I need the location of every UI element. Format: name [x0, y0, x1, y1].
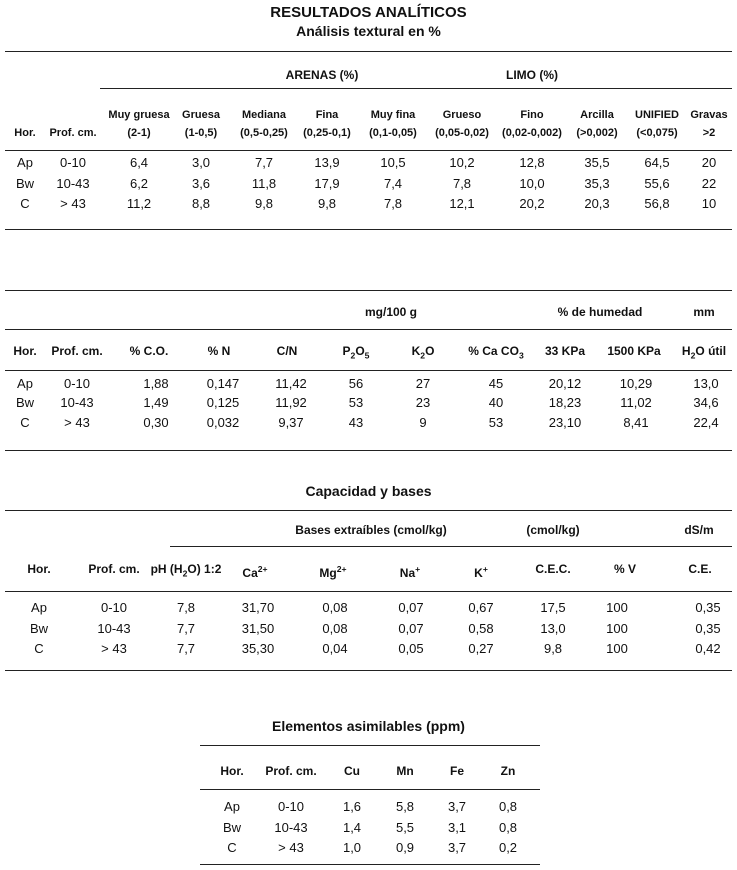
table-cell: 1,0 — [342, 840, 362, 855]
table-cell: 9,8 — [254, 196, 274, 211]
table-cell: 0,147 — [206, 376, 240, 391]
table-cell: 56 — [348, 376, 364, 391]
table-cell: 100 — [606, 621, 628, 636]
table-cell: 9,8 — [317, 196, 337, 211]
col-header: Hor. — [220, 764, 244, 778]
table-cell: 7,8 — [452, 176, 472, 191]
col-hor: Hor. — [27, 562, 51, 576]
table-cell: 0,42 — [695, 641, 721, 656]
table-cell: 6,4 — [129, 155, 149, 170]
group-header-mg100g: mg/100 g — [364, 305, 418, 319]
col-header-line1: Muy fina — [370, 109, 416, 121]
table-cell: Ap — [17, 376, 33, 391]
table-cell: 17,9 — [314, 176, 340, 191]
col-header-line2: (0,5-0,25) — [240, 127, 288, 139]
table-cell: 0,35 — [695, 600, 721, 615]
table-cell: 22 — [701, 176, 717, 191]
table-cell: 17,5 — [540, 600, 566, 615]
table-cell: 18,23 — [548, 395, 582, 410]
group-header-mm: mm — [693, 305, 715, 319]
table-cell: 10 — [701, 196, 717, 211]
table-cell: 34,6 — [693, 395, 719, 410]
table-cell: 0,04 — [322, 641, 348, 656]
table-cell: > 43 — [101, 641, 127, 656]
table-cell: 20,3 — [584, 196, 610, 211]
table-cell: 20,12 — [548, 376, 582, 391]
table-cell: 11,42 — [275, 376, 307, 391]
group-header-cmol: (cmol/kg) — [526, 523, 580, 537]
table-cell: 22,4 — [693, 415, 719, 430]
table-cell: 0-10 — [277, 799, 305, 814]
table-cell: Bw — [29, 621, 49, 636]
table-cell: > 43 — [64, 415, 90, 430]
col-header-line2: (0,05-0,02) — [435, 127, 489, 139]
section-title-capacidad: Capacidad y bases — [305, 483, 432, 499]
table-cell: 53 — [488, 415, 504, 430]
col-header: Prof. cm. — [265, 764, 317, 778]
table-cell: 64,5 — [644, 155, 670, 170]
col-header-line1: Arcilla — [580, 109, 614, 121]
table-cell: 5,5 — [395, 820, 415, 835]
table-cell: 40 — [488, 395, 504, 410]
table-cell: 0,08 — [322, 600, 348, 615]
table-cell: 0,032 — [206, 415, 240, 430]
table-cell: 9,37 — [278, 415, 304, 430]
col-header-line2: (<0,075) — [636, 127, 678, 139]
col-header-line1: Fina — [315, 109, 339, 121]
table-cell: 0,05 — [398, 641, 424, 656]
table-cell: 35,3 — [584, 176, 610, 191]
col-ph: pH $(H_2O)$ 1:2 — [150, 562, 222, 579]
table-cell: 0,27 — [468, 641, 494, 656]
table-cell: 6,2 — [129, 176, 149, 191]
col-n: % N — [207, 344, 231, 358]
col-k2o: $K_2O$ — [411, 344, 435, 361]
col-header-line1: Muy gruesa — [108, 109, 170, 121]
table-cell: 20 — [701, 155, 717, 170]
table-cell: 7,7 — [176, 621, 196, 636]
col-k: K+ — [474, 564, 488, 580]
table-cell: 10-43 — [274, 820, 308, 835]
col-header-line1: UNIFIED — [635, 109, 679, 121]
table-cell: 10,29 — [619, 376, 653, 391]
table-cell: 0,9 — [395, 840, 415, 855]
table-cell: Bw — [15, 395, 35, 410]
table-cell: 10-43 — [60, 395, 94, 410]
table-cell: 1,4 — [342, 820, 362, 835]
table-cell: 13,9 — [314, 155, 340, 170]
table-cell: Bw — [222, 820, 242, 835]
table-cell: 3,6 — [191, 176, 211, 191]
table-cell: 11,8 — [251, 176, 277, 191]
table-cell: 1,88 — [143, 376, 169, 391]
col-header-line2: (0,02-0,002) — [502, 127, 562, 139]
table-cell: 0,07 — [398, 600, 424, 615]
table-cell: 56,8 — [644, 196, 670, 211]
group-header-humedad: % de humedad — [557, 305, 643, 319]
col-header-line2: (0,25-0,1) — [303, 127, 351, 139]
table-cell: Ap — [17, 155, 33, 170]
group-header-arenas: ARENAS (%) — [285, 68, 359, 82]
table-cell: 13,0 — [693, 376, 719, 391]
col-1500kpa: 1500 KPa — [607, 344, 661, 358]
table-cell: 31,70 — [241, 600, 275, 615]
col-header-line2: Prof. cm. — [49, 127, 97, 139]
table-cell: 23 — [415, 395, 431, 410]
table-cell: 43 — [348, 415, 364, 430]
col-mg: $Mg^{2+}$ — [319, 564, 347, 580]
col-na: Na+ — [399, 564, 421, 580]
table-cell: 8,8 — [191, 196, 211, 211]
table-cell: 100 — [606, 600, 628, 615]
table-cell: 9,8 — [543, 641, 563, 656]
col-header-line2: >2 — [702, 127, 716, 139]
table-cell: 13,0 — [540, 621, 566, 636]
col-header-line1: Gruesa — [182, 109, 220, 121]
table-cell: 7,8 — [176, 600, 196, 615]
table-cell: 45 — [488, 376, 504, 391]
table-cell: 1,6 — [342, 799, 362, 814]
col-caco3: % Ca $CO_3$ — [468, 344, 524, 361]
table-cell: Ap — [224, 799, 240, 814]
table-cell: 0,67 — [468, 600, 494, 615]
table-cell: 0-10 — [63, 376, 91, 391]
table-cell: 10,2 — [449, 155, 475, 170]
table-cell: C — [20, 415, 30, 430]
table-cell: 3,7 — [447, 840, 467, 855]
col-33kpa: 33 KPa — [544, 344, 586, 358]
col-ca: $Ca^{2+}$ — [242, 564, 268, 580]
table-cell: 0,8 — [498, 820, 518, 835]
table-cell: 7,4 — [383, 176, 403, 191]
col-header-line1: Mediana — [241, 109, 287, 121]
table-cell: > 43 — [60, 196, 86, 211]
table-cell: 23,10 — [548, 415, 582, 430]
table-cell: 10-43 — [97, 621, 131, 636]
col-h2o: $H_2O$ útil — [681, 344, 727, 361]
col-header: Zn — [500, 764, 516, 778]
table-cell: 10-43 — [56, 176, 90, 191]
table-cell: Bw — [15, 176, 35, 191]
col-co: % C.O. — [129, 344, 169, 358]
table-cell: > 43 — [278, 840, 304, 855]
col-header-line2: (>0,002) — [576, 127, 618, 139]
table-cell: 0,125 — [206, 395, 240, 410]
group-header-dsm: dS/m — [684, 523, 714, 537]
table-cell: 0,58 — [468, 621, 494, 636]
table-cell: 10,5 — [380, 155, 406, 170]
table-cell: 0-10 — [100, 600, 128, 615]
col-header-line1: Gravas — [690, 109, 728, 121]
col-prof: Prof. cm. — [88, 562, 140, 576]
col-header: Fe — [449, 764, 465, 778]
table-cell: 9 — [419, 415, 427, 430]
table-cell: 3,0 — [191, 155, 211, 170]
table-cell: 11,2 — [126, 196, 152, 211]
table-cell: 100 — [606, 641, 628, 656]
table-cell: 35,30 — [241, 641, 275, 656]
table-cell: 8,41 — [623, 415, 649, 430]
table-cell: 7,7 — [254, 155, 274, 170]
table-cell: C — [227, 840, 237, 855]
col-p2o5: $P_2O_5$ — [342, 344, 370, 361]
col-v: % V — [613, 562, 637, 576]
col-header-line1: Fino — [520, 109, 544, 121]
group-header-bases: Bases extraíbles (cmol/kg) — [295, 523, 447, 537]
col-prof: Prof. cm. — [51, 344, 103, 358]
col-header-line2: Hor. — [14, 127, 36, 139]
col-header-line2: (1-0,5) — [184, 127, 218, 139]
table-cell: 0-10 — [59, 155, 87, 170]
col-header: Mn — [396, 764, 414, 778]
table-cell: 20,2 — [519, 196, 545, 211]
section-title-elementos: Elementos asimilables (ppm) — [272, 718, 465, 734]
table-cell: 11,92 — [275, 395, 307, 410]
col-cec: C.E.C. — [535, 562, 571, 576]
table-cell: 10,0 — [519, 176, 545, 191]
table-cell: 0,30 — [143, 415, 169, 430]
table-cell: 12,1 — [449, 196, 475, 211]
table-cell: 0,8 — [498, 799, 518, 814]
table-cell: 3,7 — [447, 799, 467, 814]
table-cell: 5,8 — [395, 799, 415, 814]
document-title: RESULTADOS ANALÍTICOS — [270, 4, 467, 21]
table-cell: 0,2 — [498, 840, 518, 855]
table-cell: 7,8 — [383, 196, 403, 211]
table-cell: 3,1 — [447, 820, 467, 835]
col-header: Cu — [344, 764, 360, 778]
col-ce: C.E. — [688, 562, 712, 576]
table-cell: C — [20, 196, 30, 211]
table-cell: 0,07 — [398, 621, 424, 636]
table-cell: Ap — [31, 600, 47, 615]
table-cell: 31,50 — [241, 621, 275, 636]
col-hor: Hor. — [13, 344, 37, 358]
table-cell: 27 — [415, 376, 431, 391]
table-cell: 0,35 — [695, 621, 721, 636]
col-cn: C/N — [276, 344, 298, 358]
table-cell: 55,6 — [644, 176, 670, 191]
table-cell: 11,02 — [620, 395, 652, 410]
col-header-line2: (0,1-0,05) — [369, 127, 417, 139]
group-header-limo: LIMO (%) — [506, 68, 558, 82]
table-cell: 35,5 — [584, 155, 610, 170]
table-cell: 0,08 — [322, 621, 348, 636]
table-cell: C — [34, 641, 44, 656]
section-title-textural: Análisis textural en % — [296, 23, 441, 39]
table-cell: 1,49 — [143, 395, 169, 410]
table-cell: 53 — [348, 395, 364, 410]
table-cell: 12,8 — [519, 155, 545, 170]
col-header-line2: (2-1) — [127, 127, 151, 139]
col-header-line1: Grueso — [442, 109, 482, 121]
table-cell: 7,7 — [176, 641, 196, 656]
